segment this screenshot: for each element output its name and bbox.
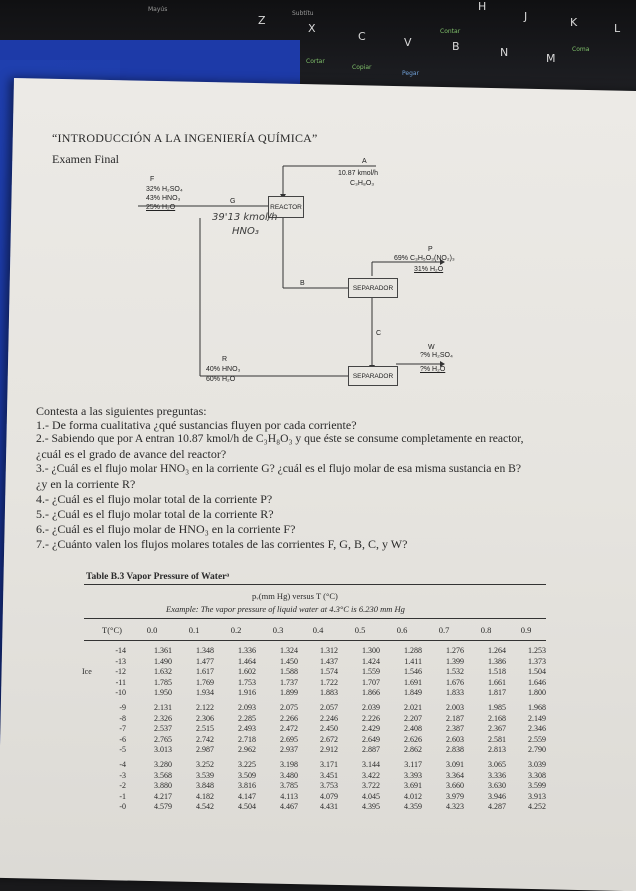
table-cell: 2.493 — [238, 724, 256, 734]
table-cell: 3.568 — [154, 770, 172, 780]
table-cell: 2.285 — [238, 713, 256, 723]
table-cell: 1.518 — [488, 667, 506, 677]
table-cell: 1.361 — [154, 646, 172, 655]
table-col-header: 0.3 — [272, 625, 284, 635]
table-cell: 4.359 — [404, 802, 422, 812]
table-cell: 1.950 — [154, 688, 172, 698]
table-cell: 3.117 — [404, 760, 422, 769]
key-contar: Contar — [440, 28, 461, 35]
key-v: V — [404, 36, 412, 49]
table-cell: 3.480 — [280, 770, 298, 780]
questions-intro: Contesta a las siguientes preguntas: — [36, 404, 207, 418]
table-cell: 4.182 — [196, 791, 214, 801]
stream-a-flow: 10.87 kmol/h — [338, 170, 379, 177]
table-cell: 2.813 — [488, 745, 506, 755]
table-cell: 2.537 — [154, 724, 172, 734]
table-row-temperature: -7 — [119, 724, 126, 734]
stream-r-comp-1: 40% HNO₃ — [206, 366, 241, 373]
table-col-header: 0.7 — [438, 625, 450, 635]
stream-p-comp-1: 69% C₃H₅O₃(NO₂)₃ — [394, 255, 455, 262]
question-2a: 2.- Sabiendo que por A entran 10.87 kmol/h de C₃H₈O₃ y que éste se consume completamente en reactor, — [36, 432, 524, 445]
table-cell: 1.899 — [280, 688, 298, 698]
table-cell: 1.646 — [528, 677, 546, 687]
table-cell: 1.800 — [528, 688, 546, 698]
table-cell: 2.912 — [320, 745, 338, 755]
stream-f-comp-1: 32% H₂SO₄ — [146, 186, 183, 193]
table-cell: 1.849 — [404, 688, 422, 698]
table-cell: 3.422 — [362, 770, 380, 780]
table-cell: 2.429 — [362, 724, 380, 734]
table-cell: 4.467 — [280, 802, 298, 812]
table-cell: 1.464 — [238, 656, 256, 666]
table-cell: 3.171 — [320, 760, 338, 769]
table-cell: 2.649 — [362, 734, 380, 744]
table-cell: 1.722 — [320, 677, 338, 687]
table-row-temperature: -5 — [119, 745, 126, 755]
stream-p-label: P — [428, 246, 433, 253]
table-cell: 4.252 — [528, 802, 546, 812]
table-cell: 2.266 — [280, 713, 298, 723]
table-cell: 4.504 — [238, 802, 256, 812]
table-cell: 1.968 — [528, 703, 546, 712]
separator-1-box: SEPARADOR — [348, 278, 398, 298]
table-ice-label: Ice — [82, 667, 92, 676]
table-cell: 4.395 — [362, 802, 380, 812]
separator-2-box: SEPARADOR — [348, 366, 398, 386]
table-cell: 2.937 — [280, 745, 298, 755]
table-example: Example: The vapor pressure of liquid water at 4.3°C is 6.230 mm Hg — [166, 604, 405, 614]
table-row-temperature: -3 — [119, 770, 126, 780]
table-cell: 1.532 — [446, 667, 464, 677]
table-cell: 1.691 — [404, 677, 422, 687]
table-cell: 1.661 — [488, 677, 506, 687]
table-cell: 3.039 — [528, 760, 546, 769]
key-shift: Mayús — [148, 6, 168, 13]
table-cell: 3.308 — [528, 770, 546, 780]
question-3a: 3.- ¿Cuál es el flujo molar HNO₃ en la corriente G? ¿cuál es el flujo molar de esa misma sustancia en B? — [36, 462, 522, 475]
reactor-box: REACTOR — [268, 196, 304, 218]
table-cell: 1.399 — [446, 656, 464, 666]
table-cell: 1.477 — [196, 656, 214, 666]
table-cell: 4.147 — [238, 791, 256, 801]
table-cell: 1.769 — [196, 677, 214, 687]
table-cell: 3.880 — [154, 781, 172, 791]
table-cell: 2.559 — [528, 734, 546, 744]
table-cell: 2.450 — [320, 724, 338, 734]
table-cell: 4.287 — [488, 802, 506, 812]
key-pegar: Pegar — [402, 70, 420, 77]
table-cell: 4.217 — [154, 791, 172, 801]
table-cell: 2.149 — [528, 713, 546, 723]
stream-c-label: C — [376, 330, 382, 337]
stream-b-label: B — [300, 280, 305, 287]
table-cell: 2.187 — [446, 713, 464, 723]
key-l: L — [614, 22, 621, 35]
table-cell: 3.336 — [488, 770, 506, 780]
question-2b: ¿cuál es el grado de avance del reactor? — [36, 447, 227, 461]
table-col-header: 0.1 — [188, 625, 200, 635]
table-col-header: T(°C) — [102, 625, 122, 635]
table-cell: 3.198 — [280, 760, 298, 769]
stream-f-comp-2: 43% HNO₃ — [146, 195, 181, 202]
table-cell: 1.934 — [196, 688, 214, 698]
table-cell: 1.336 — [238, 646, 256, 655]
table-header-rule-2 — [84, 640, 546, 641]
table-header-rule — [84, 618, 546, 619]
table-cell: 1.985 — [488, 703, 506, 712]
table-cell: 3.979 — [446, 791, 464, 801]
stream-a-label: A — [362, 158, 367, 165]
table-cell: 1.574 — [320, 667, 338, 677]
table-cell: 1.602 — [238, 667, 256, 677]
table-cell: 1.373 — [528, 656, 546, 666]
table-cell: 4.113 — [280, 791, 298, 801]
table-cell: 1.288 — [404, 646, 422, 655]
table-cell: 2.718 — [238, 734, 256, 744]
table-row-temperature: -9 — [119, 703, 126, 712]
key-n: N — [500, 46, 509, 59]
table-cell: 2.306 — [196, 713, 214, 723]
table-cell: 3.252 — [196, 760, 214, 769]
key-m: M — [546, 52, 556, 65]
key-cortar: Cortar — [306, 58, 325, 65]
table-col-header: 0.2 — [230, 625, 242, 635]
stream-a-comp: C₃H₈O₃ — [350, 180, 375, 187]
key-b: B — [452, 40, 460, 53]
question-6: 6.- ¿Cuál es el flujo molar de HNO₃ en la corriente F? — [36, 522, 296, 536]
table-cell: 4.079 — [320, 791, 338, 801]
table-cell: 3.691 — [404, 781, 422, 791]
key-coma: Coma — [572, 46, 590, 53]
table-cell: 2.987 — [196, 745, 214, 755]
table-col-header: 0.9 — [520, 625, 532, 635]
table-cell: 2.603 — [446, 734, 464, 744]
table-cell: 1.753 — [238, 677, 256, 687]
table-cell: 2.408 — [404, 724, 422, 734]
key-copiar: Copiar — [352, 64, 372, 71]
table-top-rule — [84, 584, 546, 585]
table-row-temperature: -11 — [115, 677, 126, 687]
table-cell: 2.207 — [404, 713, 422, 723]
table-cell: 3.722 — [362, 781, 380, 791]
stream-p-comp-2: 31% H₂O — [414, 266, 444, 273]
table-cell: 2.672 — [320, 734, 338, 744]
table-cell: 1.324 — [280, 646, 298, 655]
table-cell: 2.122 — [196, 703, 214, 712]
table-cell: 3.753 — [320, 781, 338, 791]
stream-g-handwritten-2: HNO₃ — [232, 226, 259, 237]
table-cell: 1.546 — [404, 667, 422, 677]
table-cell: 2.581 — [488, 734, 506, 744]
table-header-title: pᵥ(mm Hg) versus T (°C) — [252, 591, 338, 601]
stream-g-label: G — [230, 198, 236, 205]
table-cell: 3.393 — [404, 770, 422, 780]
table-cell: 1.490 — [154, 656, 172, 666]
table-col-header: 0.8 — [480, 625, 492, 635]
table-col-header: 0.4 — [312, 625, 324, 635]
table-cell: 2.093 — [238, 703, 256, 712]
table-cell: 1.559 — [362, 667, 380, 677]
stream-w-comp-2: ?% H₂O — [420, 366, 446, 373]
table-cell: 2.003 — [446, 703, 464, 712]
stream-g-handwritten-1: 39'13 kmol/h — [212, 212, 278, 223]
table-cell: 2.472 — [280, 724, 298, 734]
table-cell: 3.091 — [446, 760, 464, 769]
table-cell: 2.131 — [154, 703, 172, 712]
key-x: X — [308, 22, 316, 35]
table-cell: 1.707 — [362, 677, 380, 687]
table-row-temperature: -2 — [119, 781, 126, 791]
table-cell: 1.617 — [196, 667, 214, 677]
table-cell: 1.253 — [528, 646, 546, 655]
table-cell: 4.542 — [196, 802, 214, 812]
table-col-header: 0.5 — [354, 625, 366, 635]
table-cell: 2.246 — [320, 713, 338, 723]
table-cell: 2.075 — [280, 703, 298, 712]
key-h: H — [478, 0, 487, 13]
table-cell: 2.226 — [362, 713, 380, 723]
table-cell: 2.021 — [404, 703, 422, 712]
table-cell: 1.348 — [196, 646, 214, 655]
exam-subtitle: Examen Final — [52, 152, 119, 166]
table-row-temperature: -14 — [115, 646, 126, 655]
table-cell: 3.280 — [154, 760, 172, 769]
table-row-temperature: -8 — [119, 713, 126, 723]
table-cell: 2.862 — [404, 745, 422, 755]
table-cell: 1.386 — [488, 656, 506, 666]
table-cell: 1.411 — [404, 656, 422, 666]
table-cell: 1.737 — [280, 677, 298, 687]
table-cell: 2.887 — [362, 745, 380, 755]
table-cell: 2.790 — [528, 745, 546, 755]
table-cell: 2.695 — [280, 734, 298, 744]
table-cell: 1.916 — [238, 688, 256, 698]
table-cell: 4.431 — [320, 802, 338, 812]
table-cell: 2.387 — [446, 724, 464, 734]
table-cell: 1.450 — [280, 656, 298, 666]
table-cell: 3.539 — [196, 770, 214, 780]
exam-title: “INTRODUCCIÓN A LA INGENIERÍA QUÍMICA” — [52, 131, 318, 145]
question-1: 1.- De forma cualitativa ¿qué sustancias fluyen por cada corriente? — [36, 418, 357, 432]
table-cell: 3.816 — [238, 781, 256, 791]
stream-w-comp-1: ?% H₂SO₄ — [420, 352, 453, 359]
stream-f-comp-3: 25% H₂O — [146, 204, 176, 211]
table-cell: 1.632 — [154, 667, 172, 677]
question-7: 7.- ¿Cuánto valen los flujos molares totales de las corrientes F, G, B, C, y W? — [36, 537, 408, 551]
table-cell: 1.504 — [528, 667, 546, 677]
table-cell: 3.364 — [446, 770, 464, 780]
table-cell: 1.437 — [320, 656, 338, 666]
question-3b: ¿y en la corriente R? — [36, 477, 136, 491]
table-cell: 3.509 — [238, 770, 256, 780]
table-row-temperature: -0 — [119, 802, 126, 812]
table-cell: 4.323 — [446, 802, 464, 812]
table-cell: 2.057 — [320, 703, 338, 712]
table-cell: 2.168 — [488, 713, 506, 723]
table-cell: 2.326 — [154, 713, 172, 723]
key-z: Z — [258, 14, 266, 27]
table-cell: 2.346 — [528, 724, 546, 734]
table-cell: 2.626 — [404, 734, 422, 744]
table-cell: 1.264 — [488, 646, 506, 655]
table-cell: 1.817 — [488, 688, 506, 698]
table-cell: 3.225 — [238, 760, 256, 769]
key-subtitle: Subtítu — [292, 10, 314, 17]
question-4: 4.- ¿Cuál es el flujo molar total de la corriente P? — [36, 492, 273, 506]
table-cell: 1.833 — [446, 688, 464, 698]
table-cell: 2.515 — [196, 724, 214, 734]
table-cell: 3.451 — [320, 770, 338, 780]
table-cell: 3.785 — [280, 781, 298, 791]
table-cell: 4.579 — [154, 802, 172, 812]
table-cell: 1.785 — [154, 677, 172, 687]
table-col-header: 0.0 — [146, 625, 158, 635]
table-cell: 2.742 — [196, 734, 214, 744]
table-cell: 4.012 — [404, 791, 422, 801]
stream-r-comp-2: 60% H₂O — [206, 376, 236, 383]
table-cell: 1.588 — [280, 667, 298, 677]
table-cell: 3.065 — [488, 760, 506, 769]
table-cell: 1.300 — [362, 646, 380, 655]
key-j: J — [524, 10, 528, 23]
table-cell: 1.883 — [320, 688, 338, 698]
stream-f-label: F — [150, 176, 155, 183]
table-cell: 3.144 — [362, 760, 380, 769]
table-cell: 3.013 — [154, 745, 172, 755]
table-cell: 3.599 — [528, 781, 546, 791]
table-cell: 1.676 — [446, 677, 464, 687]
table-row-temperature: -10 — [115, 688, 126, 698]
table-row-temperature: -1 — [119, 791, 126, 801]
stream-w-label: W — [428, 344, 435, 351]
table-caption: Table B.3 Vapor Pressure of Waterᵃ — [86, 572, 230, 582]
table-cell: 1.276 — [446, 646, 464, 655]
question-5: 5.- ¿Cuál es el flujo molar total de la corriente R? — [36, 507, 274, 521]
table-cell: 1.866 — [362, 688, 380, 698]
table-cell: 1.424 — [362, 656, 380, 666]
key-k: K — [570, 16, 578, 29]
table-row-temperature: -4 — [119, 760, 126, 769]
table-cell: 3.913 — [528, 791, 546, 801]
table-cell: 3.630 — [488, 781, 506, 791]
table-cell: 2.367 — [488, 724, 506, 734]
table-cell: 2.039 — [362, 703, 380, 712]
table-row-temperature: -13 — [115, 656, 126, 666]
key-c: C — [358, 30, 366, 43]
stream-r-label: R — [222, 356, 228, 363]
table-cell: 1.312 — [320, 646, 338, 655]
table-cell: 2.962 — [238, 745, 256, 755]
table-row-temperature: -6 — [119, 734, 126, 744]
table-cell: 3.848 — [196, 781, 214, 791]
table-cell: 2.838 — [446, 745, 464, 755]
table-cell: 3.660 — [446, 781, 464, 791]
table-row-temperature: -12 — [115, 667, 126, 677]
table-cell: 3.946 — [488, 791, 506, 801]
table-cell: 2.765 — [154, 734, 172, 744]
table-cell: 4.045 — [362, 791, 380, 801]
table-col-header: 0.6 — [396, 625, 408, 635]
